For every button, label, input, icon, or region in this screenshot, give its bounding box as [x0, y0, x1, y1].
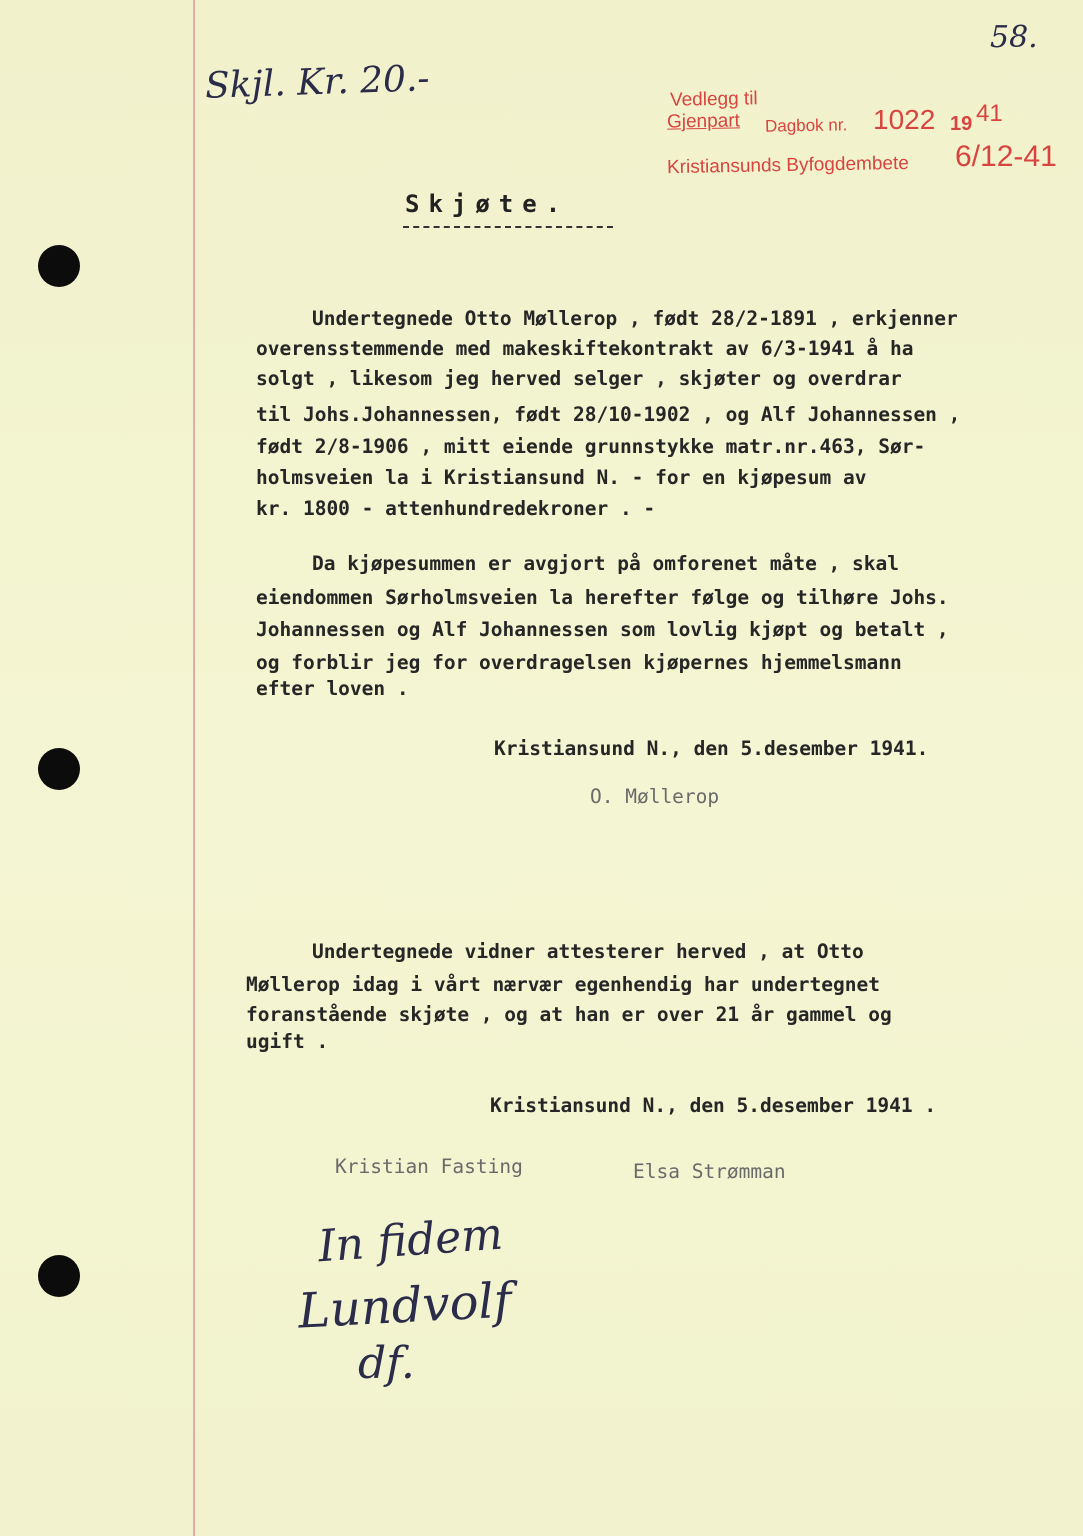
page-number: 58. — [990, 20, 1038, 55]
punch-hole-bottom — [38, 1255, 80, 1297]
title-underline — [403, 226, 613, 228]
red-margin-line — [193, 0, 195, 1536]
para3-line: foranstående skjøte , og at han er over 21 år gammel og — [246, 1003, 892, 1026]
para1-line: kr. 1800 - attenhundredekroner . - — [256, 497, 656, 520]
stamp-office: Kristiansunds Byfogdembete — [666, 152, 910, 179]
stamp-year-suffix: 41 — [976, 100, 1003, 127]
stamp-dagbok-number: 1022 — [873, 104, 936, 135]
para1-line: holmsveien la i Kristiansund N. - for en kjøpesum av — [256, 466, 867, 489]
corner-fee-note: Skjl. Kr. 20.- — [204, 58, 431, 107]
stamp-year-prefix: 19 — [950, 113, 973, 135]
seller-signature: O. Møllerop — [590, 785, 720, 808]
punch-hole-middle — [38, 748, 80, 790]
handwritten-signature: Lundvolf — [296, 1272, 513, 1340]
para1-line: Undertegnede Otto Møllerop , født 28/2-1891 , erkjenner — [312, 307, 958, 330]
witness-signature-1: Kristian Fasting — [335, 1155, 523, 1178]
para2-line: Johannessen og Alf Johannessen som lovlig kjøpt og betalt , — [256, 618, 949, 641]
stamp-date: 6/12-41 — [955, 140, 1057, 173]
stamp-line-vedlegg: Vedlegg til — [669, 88, 758, 111]
para1-line: til Johs.Johannessen, født 28/10-1902 , og Alf Johannessen , — [256, 403, 961, 426]
document-title: Skjøte. — [405, 190, 570, 218]
witness-signature-2: Elsa Strømman — [633, 1160, 786, 1183]
para1-line: overensstemmende med makeskiftekontrakt av 6/3-1941 å ha — [256, 337, 914, 360]
para2-line: eiendommen Sørholmsveien la herefter følge og tilhøre Johs. — [256, 586, 949, 609]
para3-line: Undertegnede vidner attesterer herved , at Otto — [312, 940, 864, 963]
para2-line: efter loven . — [256, 677, 409, 700]
para1-line: solgt , likesom jeg herved selger , skjøter og overdrar — [256, 367, 902, 390]
punch-hole-top — [38, 245, 80, 287]
para3-line: ugift . — [246, 1030, 329, 1053]
para1-line: født 2/8-1906 , mitt eiende grunnstykke matr.nr.463, Sør- — [256, 435, 926, 458]
place-date-2: Kristiansund N., den 5.desember 1941 . — [490, 1094, 937, 1117]
para2-line: og forblir jeg for overdragelsen kjøpernes hjemmelsmann — [256, 651, 902, 674]
para3-line: Møllerop idag i vårt nærvær egenhendig har undertegnet — [246, 973, 880, 996]
handwritten-line-1: In fidem — [316, 1208, 505, 1273]
place-date-1: Kristiansund N., den 5.desember 1941. — [494, 737, 929, 760]
handwritten-line-3: df. — [358, 1338, 415, 1389]
stamp-line-gjenpart: Gjenpart — [666, 110, 741, 133]
para2-line: Da kjøpesummen er avgjort på omforenet måte , skal — [312, 552, 899, 575]
stamp-dagbok-label: Dagbok nr. — [764, 115, 848, 136]
